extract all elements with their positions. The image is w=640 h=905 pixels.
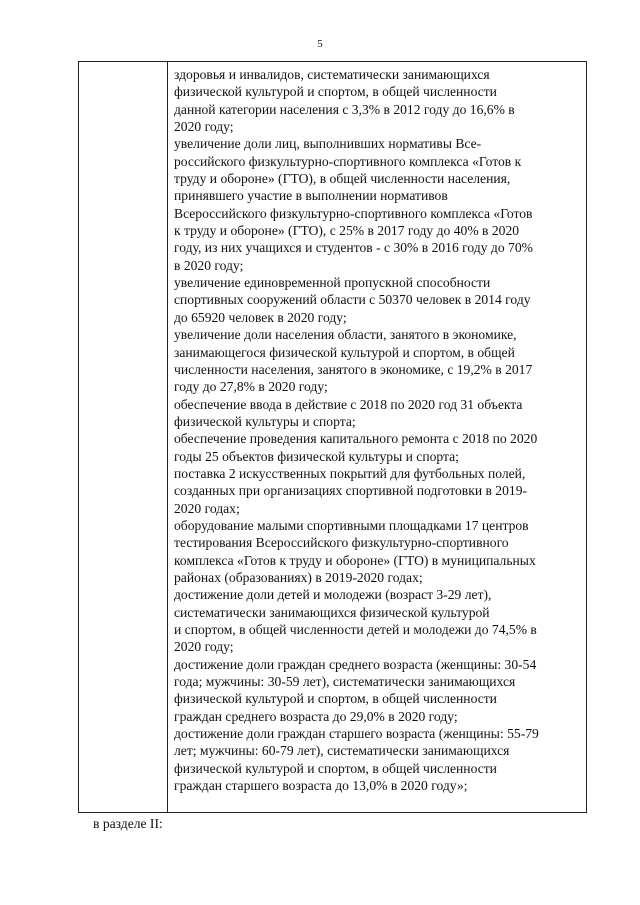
- list-item: [174, 517, 582, 586]
- list-item: [174, 274, 582, 326]
- text-line: спортивных сооружений области с 50370 человек в 2014 году: [174, 292, 531, 308]
- list-item: [174, 656, 582, 725]
- text-line: граждан старшего возраста до 13,0% в 2020 году»;: [174, 778, 468, 794]
- text-line: и спортом, в общей численности детей и молодежи до 74,5% в: [174, 622, 537, 637]
- list-item: [174, 586, 582, 655]
- text-line: 2020 году;: [174, 119, 234, 135]
- text-line: достижение доли граждан среднего возраста (женщины: 30-54: [174, 656, 537, 672]
- text-line: увеличение единовременной пропускной способности: [174, 275, 491, 291]
- text-line: обеспечение проведения капитального ремонта с 2018 по 2020: [174, 431, 538, 447]
- text-line: достижение доли детей и молодежи (возраст 3-29 лет),: [174, 587, 492, 603]
- text-line: тестирования Всероссийского физкультурно-спортивного: [174, 535, 509, 551]
- text-line: районах (образованиях) в 2019-2020 годах;: [174, 569, 423, 585]
- text-line: к труду и обороне» (ГТО), с 25% в 2017 году до 40% в 2020: [174, 223, 520, 239]
- text-line: году до 27,8% в 2020 году;: [174, 379, 328, 395]
- list-item: [174, 326, 582, 395]
- text-line: труду и обороне» (ГТО), в общей численности населения,: [174, 171, 511, 187]
- text-line: созданных при организациях спортивной подготовки в 2019-: [174, 483, 528, 499]
- text-line: поставка 2 искусственных покрытий для футбольных полей,: [174, 465, 526, 481]
- text-line: граждан среднего возраста до 29,0% в 2020 году;: [174, 708, 458, 724]
- text-line: 2020 годах;: [174, 500, 240, 516]
- document-table: [78, 61, 587, 813]
- text-line: увеличение доли лиц, выполнивших нормативы Все-: [174, 136, 482, 152]
- list-item: [174, 430, 582, 465]
- text-line: российского физкультурно-спортивного комплекса «Готов к: [174, 153, 522, 169]
- text-line: численности населения, занятого в экономике, с 19,2% в 2017: [174, 361, 533, 377]
- text-line: увеличение доли населения области, занятого в экономике,: [174, 327, 517, 343]
- text-line: Всероссийского физкультурно-спортивного комплекса «Готов: [174, 205, 533, 221]
- text-line: лет; мужчины: 60-79 лет), систематически занимающихся: [174, 743, 510, 759]
- text-line: до 65920 человек в 2020 году;: [174, 309, 347, 325]
- list-item: [174, 725, 582, 794]
- table-left-column: [79, 62, 168, 812]
- table-right-column: [174, 66, 582, 794]
- text-line: систематически занимающихся физической культурой: [174, 604, 490, 620]
- text-line: 2020 году;: [174, 639, 234, 655]
- list-item: [174, 66, 582, 135]
- text-line: физической культуры и спорта;: [174, 413, 356, 429]
- text-line: году, из них учащихся и студентов - с 30% в 2016 году до 70%: [174, 240, 533, 256]
- page-number: 5: [317, 38, 323, 50]
- text-line: занимающегося физической культурой и спортом, в общей: [174, 344, 515, 360]
- section-footer-text: в разделе II:: [93, 816, 163, 831]
- text-line: в 2020 году;: [174, 257, 244, 273]
- list-item: [174, 396, 582, 431]
- text-line: данной категории населения с 3,3% в 2012 году до 16,6% в: [174, 101, 515, 117]
- text-line: достижение доли граждан старшего возраста (женщины: 55-79: [174, 726, 539, 742]
- text-line: комплекса «Готов к труду и обороне» (ГТО) в муниципальных: [174, 552, 536, 568]
- text-line: оборудование малыми спортивными площадками 17 центров: [174, 517, 529, 533]
- text-line: принявшего участие в выполнении нормативов: [174, 188, 448, 204]
- text-line: физической культурой и спортом, в общей численности: [174, 760, 497, 776]
- text-line: физической культурой и спортом, в общей численности: [174, 84, 497, 100]
- text-line: здоровья и инвалидов, систематически занимающихся: [174, 67, 490, 82]
- text-line: годы 25 объектов физической культуры и спорта;: [174, 448, 459, 464]
- text-line: обеспечение ввода в действие с 2018 по 2020 год 31 объекта: [174, 396, 523, 412]
- text-line: года; мужчины: 30-59 лет), систематически занимающихся: [174, 674, 516, 690]
- list-item: [174, 465, 582, 517]
- list-item: [174, 135, 582, 274]
- text-line: физической культурой и спортом, в общей численности: [174, 691, 497, 707]
